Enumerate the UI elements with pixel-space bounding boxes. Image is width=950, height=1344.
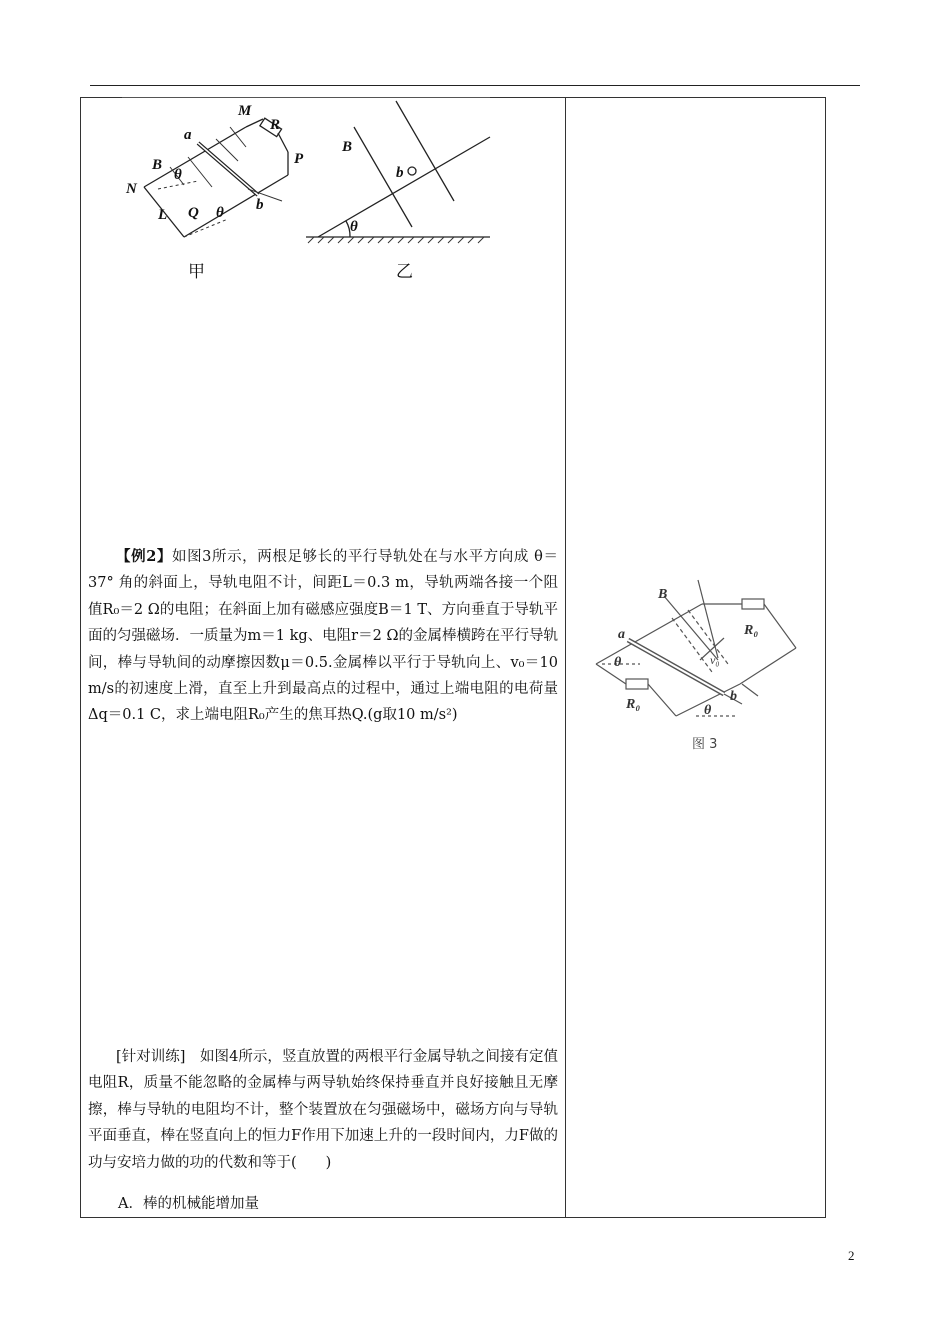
- fig3-circuit: [596, 580, 796, 716]
- caption-yi: 乙: [396, 262, 413, 282]
- label-B-left: B: [152, 157, 163, 173]
- figure-jia-yi: [118, 97, 498, 287]
- yi-ground-hatch: [308, 237, 484, 243]
- label-b-right: b: [396, 165, 404, 181]
- label-R: R: [270, 117, 281, 133]
- example-2-text: 如图3所示，两根足够长的平行导轨处在与水平方向成 θ＝37° 角的斜面上，导轨电阻不计，间距L＝0.3 m，导轨两端各接一个阻值R₀＝2 Ω的电阻；在斜面上加有磁感应强度B＝1 T、方向垂直于导轨平面的匀强磁场．一质量为m＝1 kg、电阻r＝2 Ω的金属棒横跨在平行导轨间，棒与导轨间的动摩擦因数μ＝0.5.金属棒以平行于导轨向上、v₀＝10 m/s的初速度上滑，直至上升到最高点的过程中，通过上端电阻的电荷量 Δq＝0.1 C，求上端电阻R₀产生的焦耳热Q.(g取10 m/s²): [88, 549, 558, 724]
- option-a: A．棒的机械能增加量: [118, 1196, 259, 1212]
- label-B-right: B: [342, 139, 353, 155]
- label-P: P: [294, 151, 304, 167]
- figure-3: [592, 578, 804, 758]
- column-divider: [565, 97, 566, 1218]
- caption-jia: 甲: [188, 262, 205, 282]
- fig3-label-a: a: [618, 627, 625, 642]
- fig3-caption: 图 3: [692, 737, 718, 752]
- fig3-label-v0: v₀: [710, 653, 720, 667]
- header-rule: [90, 85, 860, 86]
- fig3-label-theta-2: θ: [704, 703, 712, 718]
- label-theta-2: θ: [216, 205, 224, 221]
- label-M: M: [238, 103, 252, 119]
- example-2-tag: 【例2】: [116, 548, 172, 565]
- label-L: L: [158, 207, 168, 223]
- fig3-label-b: b: [730, 689, 737, 704]
- training-paragraph: [针对训练] 如图4所示，竖直放置的两根平行金属导轨之间接有定值电阻R，质量不能忽略的金属棒与两导轨始终保持垂直并良好接触且无摩擦，棒与导轨的电阻均不计，整个装置放在匀强磁场中，磁场方向与导轨平面垂直，棒在竖直向上的恒力F作用下加速上升的一段时间内，力F做的功与安培力做的功的代数和等于( ): [88, 1049, 558, 1171]
- label-theta-right: θ: [350, 219, 358, 235]
- label-b: b: [256, 197, 264, 213]
- example-2-paragraph: [88, 544, 558, 729]
- page-number: 2: [848, 1248, 855, 1263]
- label-a: a: [184, 127, 192, 143]
- label-N: N: [126, 181, 137, 197]
- fig3-label-B: B: [658, 587, 668, 602]
- label-theta-1: θ: [174, 167, 182, 183]
- label-Q: Q: [188, 205, 199, 221]
- fig3-label-R0-top: R₀: [744, 623, 759, 638]
- fig3-label-theta-1: θ: [614, 655, 622, 670]
- fig3-label-R0-bottom: R₀: [626, 697, 641, 712]
